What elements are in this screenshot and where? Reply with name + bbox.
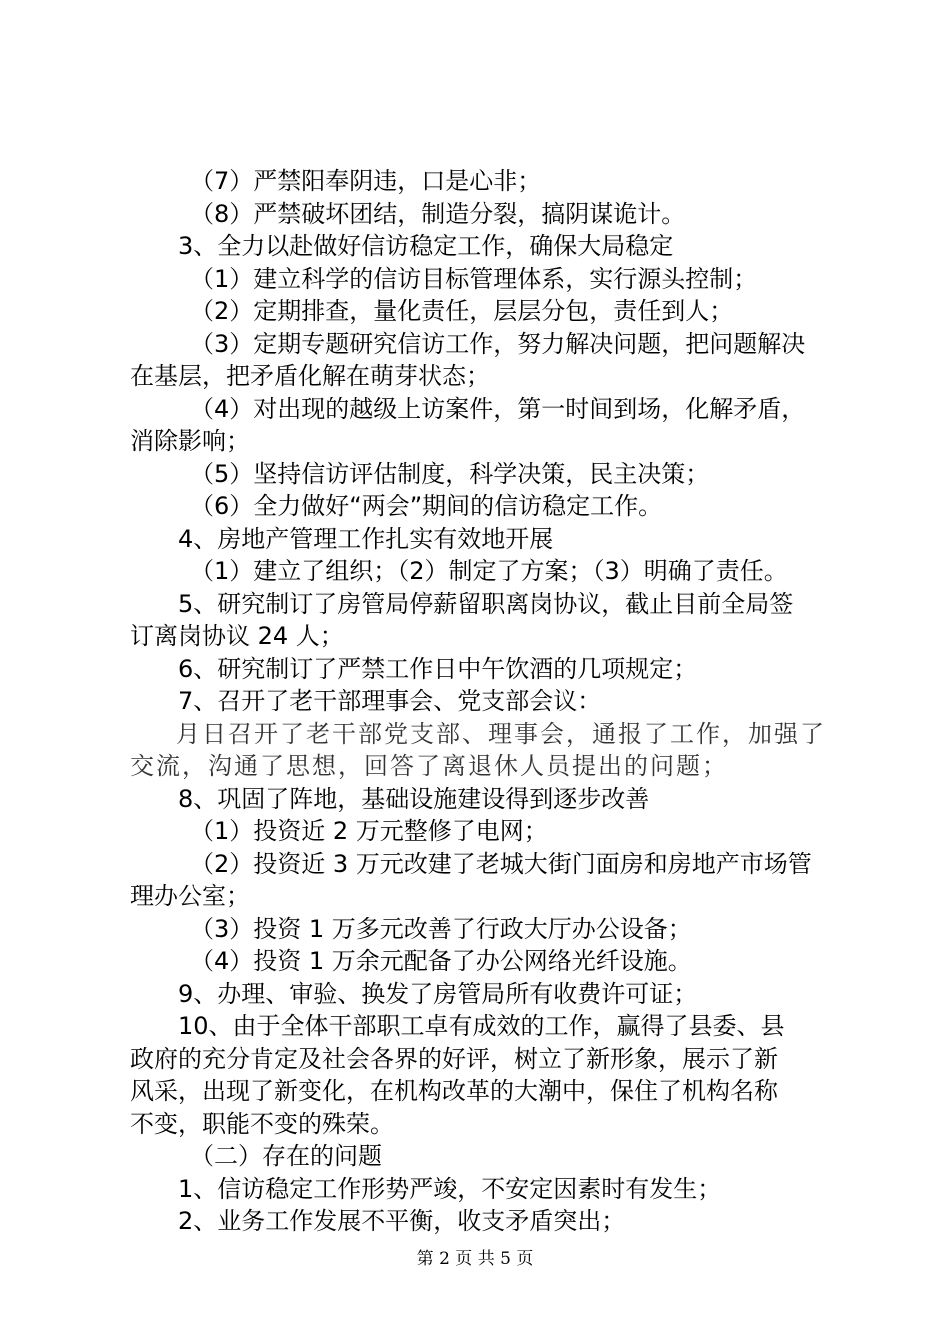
text-line: 消除影响； [130, 427, 250, 455]
text-line: 风采，出现了新变化，在机构改革的大潮中，保住了机构名称 [130, 1077, 778, 1105]
section-heading: （二）存在的问题 [190, 1142, 382, 1170]
text-line: （2）投资近 3 万元改建了老城大街门面房和房地产市场管 [190, 849, 812, 878]
text-line: 9、办理、审验、换发了房管局所有收费许可证； [178, 979, 698, 1008]
section-heading: 4、房地产管理工作扎实有效地开展 [178, 524, 554, 553]
text-line: （6）全力做好“两会”期间的信访稳定工作。 [190, 492, 663, 520]
text-line: 理办公室； [130, 882, 250, 910]
text-line: （3）投资 1 万多元改善了行政大厅办公设备； [190, 914, 692, 943]
body-text [130, 165, 830, 1238]
text-line: 月日召开了老干部党支部、理事会，通报了工作，加强了 [176, 719, 826, 748]
text-line: 6、研究制订了严禁工作日中午饮酒的几项规定； [178, 654, 698, 683]
text-line: （8）严禁破坏团结，制造分裂，搞阴谋诡计。 [190, 199, 686, 228]
section-heading: 3、全力以赴做好信访稳定工作，确保大局稳定 [178, 232, 674, 260]
text-line: 7、召开了老干部理事会、党支部会议： [178, 687, 602, 715]
text-line: （2）定期排查，量化责任，层层分包，责任到人； [190, 297, 734, 325]
text-line: 1、信访稳定工作形势严竣，不安定因素时有发生； [178, 1174, 722, 1203]
text-line: （3）定期专题研究信访工作，努力解决问题，把问题解决 [190, 329, 806, 358]
text-line: 不变，职能不变的殊荣。 [130, 1109, 394, 1138]
text-line: 10、由于全体干部职工卓有成效的工作，赢得了县委、县 [178, 1012, 785, 1040]
text-line: 2、业务工作发展不平衡，收支矛盾突出； [178, 1207, 626, 1235]
text-line: （1）建立科学的信访目标管理体系，实行源头控制； [190, 264, 758, 293]
text-line: （1）投资近 2 万元整修了电网； [190, 817, 548, 845]
text-line: （5）坚持信访评估制度，科学决策，民主决策； [190, 459, 710, 488]
text-line: （7）严禁阳奉阴违，口是心非； [190, 167, 542, 195]
page-footer [0, 1244, 950, 1269]
text-line: 交流，沟通了思想，回答了离退休人员提出的问题； [130, 752, 728, 780]
text-line: 在基层，把矛盾化解在萌芽状态； [130, 362, 490, 390]
text-line: （1）建立了组织；（2）制定了方案；（3）明确了责任。 [190, 557, 788, 585]
section-heading: 8、巩固了阵地，基础设施建设得到逐步改善 [178, 784, 650, 813]
text-line: （4）投资 1 万余元配备了办公网络光纤设施。 [190, 947, 692, 975]
text-line: 政府的充分肯定及社会各界的好评，树立了新形象，展示了新 [130, 1044, 778, 1073]
text-line: 订离岗协议 24 人； [130, 622, 344, 650]
text-line: 5、研究制订了房管局停薪留职离岗协议，截止目前全局签 [178, 589, 794, 618]
text-line: （4）对出现的越级上访案件，第一时间到场，化解矛盾， [190, 394, 806, 423]
page-number: 第 2 页 共 5 页 [416, 1249, 534, 1269]
